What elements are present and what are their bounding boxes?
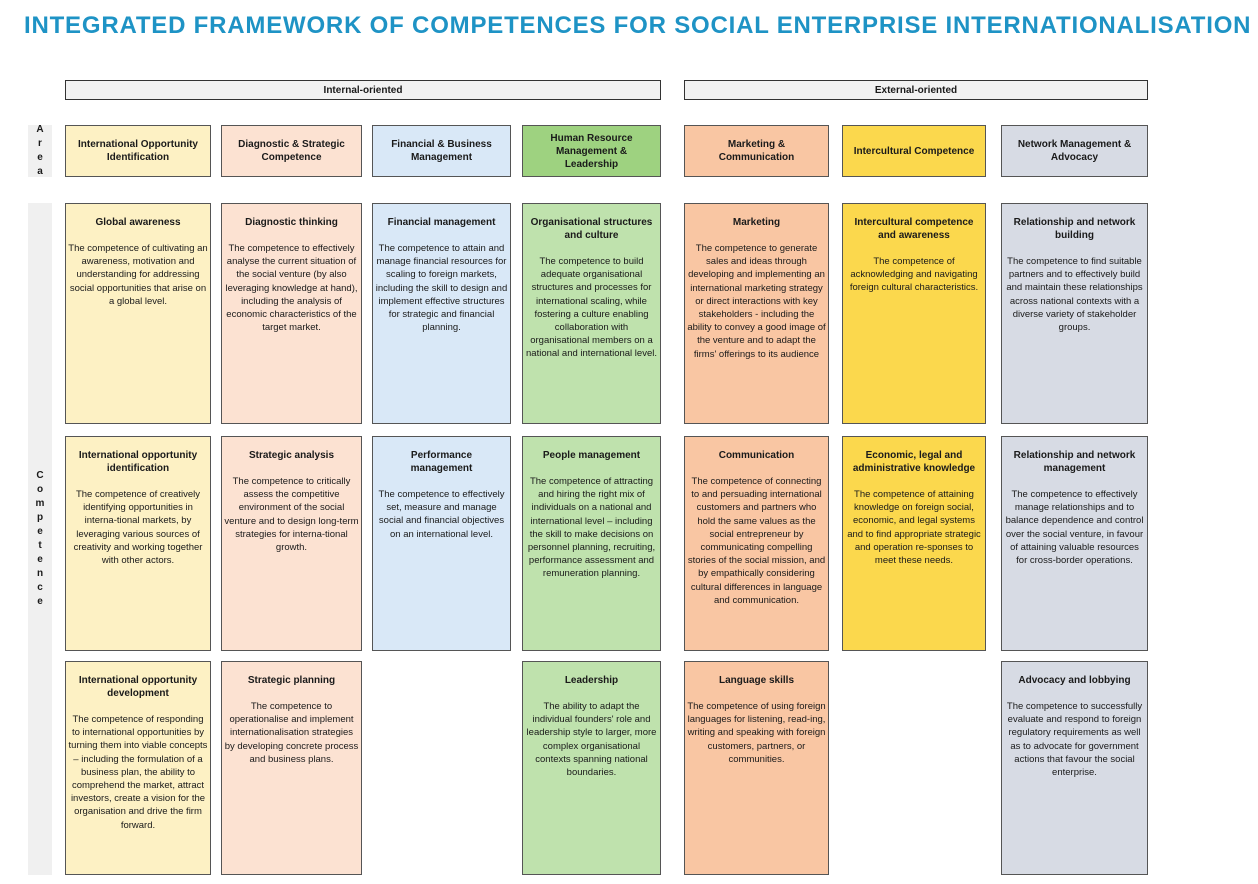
card-title: Strategic planning (247, 675, 336, 686)
competence-card (65, 203, 211, 424)
area-marketing-communication: Marketing & Communication (684, 125, 829, 177)
card-text: The competence to effectively set, measure and manage social and financial objectives on an international level. (378, 489, 505, 540)
card-text: The competence to operationalise and implement internationalisation strategies by developing concrete process and business plans. (224, 701, 359, 765)
side-letter: o (36, 484, 44, 495)
card-title: Relationship and network management (1013, 450, 1136, 474)
card-text: The competence of creatively identifying opportunities in interna-tional markets, by leveraging various sources of creativity and working together with other actors. (73, 489, 203, 567)
card-title: Advocacy and lobbying (1018, 675, 1131, 686)
competence-card (842, 436, 986, 651)
competence-card (522, 436, 661, 651)
card-text: The competence to find suitable partners and to effectively build and maintain these relationships across national contexts with a diverse variety of stakeholder groups. (1006, 256, 1143, 334)
side-letter: C (36, 470, 44, 481)
competence-card (522, 203, 661, 424)
competence-card (684, 661, 829, 875)
side-letter: e (37, 596, 43, 607)
area-human-resource-management-leadership: Human Resource Management & Leadership (522, 125, 661, 177)
side-letter: c (37, 582, 43, 593)
competence-card (522, 661, 661, 875)
card-title: Global awareness (95, 217, 181, 228)
card-title: Communication (718, 450, 795, 461)
competence-card (1001, 436, 1148, 651)
competence-card (65, 436, 211, 651)
competence-card (221, 661, 362, 875)
side-letter: m (35, 498, 45, 509)
competence-card (372, 436, 511, 651)
competence-card (372, 203, 511, 424)
area-side-label (28, 125, 52, 177)
card-title: Strategic analysis (248, 450, 335, 461)
card-title: Language skills (718, 675, 795, 686)
competence-card (1001, 661, 1148, 875)
internal-oriented-header: Internal-oriented (65, 80, 661, 100)
competence-card (221, 436, 362, 651)
card-title: Organisational structures and culture (530, 217, 653, 241)
card-text: The competence of responding to international opportunities by turning them into viable concepts – including the formulation of a business plan, the ability to comprehend the market, attract investors, create a vision for the organisation and drive the firm forward. (68, 714, 208, 831)
competence-card (842, 203, 986, 424)
card-title: International opportunity identification (78, 450, 198, 474)
external-oriented-header: External-oriented (684, 80, 1148, 100)
competence-card (684, 436, 829, 651)
area-intercultural-competence: Intercultural Competence (842, 125, 986, 177)
card-title: Performance management (410, 450, 473, 474)
competence-card (65, 661, 211, 875)
page-title: INTEGRATED FRAMEWORK OF COMPETENCES FOR SOCIAL ENTERPRISE INTERNATIONALISATION (24, 12, 1252, 39)
side-letter: r (38, 138, 42, 149)
card-text: The competence to build adequate organisational structures and processes for international scaling, while fostering a culture enabling collaboration with organisational members on a national and international level. (526, 256, 657, 360)
card-title: Economic, legal and administrative knowledge (852, 450, 976, 474)
side-letter: n (36, 568, 44, 579)
area-financial-business-management: Financial & Business Management (372, 125, 511, 177)
card-text: The competence to effectively manage relationships and to balance dependence and control over the social venture, in favour of attaining valuable resources for cross-border operations. (1005, 489, 1144, 567)
side-letter: e (37, 554, 43, 565)
card-title: Diagnostic thinking (245, 217, 338, 228)
card-text: The competence of attracting and hiring the right mix of individuals on a national and international level – including the skill to make decisions on personnel planning, recruiting, performance assessment and remuneration planning. (527, 476, 656, 580)
card-text: The competence of using foreign languages for listening, read-ing, writing and speaking with foreign customers, partners, or communities. (687, 701, 826, 765)
side-letter: t (38, 540, 42, 551)
card-title: Marketing (732, 217, 781, 228)
side-letter: A (36, 124, 44, 135)
area-international-opportunity-identification: International Opportunity Identification (65, 125, 211, 177)
card-title: Intercultural competence and awareness (854, 217, 974, 241)
card-text: The competence of acknowledging and navigating foreign cultural characteristics. (849, 256, 979, 294)
side-letter: e (37, 526, 43, 537)
competence-side-label (28, 203, 52, 875)
card-title: Leadership (564, 675, 619, 686)
card-text: The competence of attaining knowledge on foreign social, economic, and legal systems and to find appropriate strategic and operation re-sponses to meet these needs. (847, 489, 981, 567)
competence-card (684, 203, 829, 424)
card-text: The competence of connecting to and persuading international customers and partners who hold the same values as the social entrepreneur by communicating compelling stories of the social mission, and by empathically considering cultural differences in language and communication. (687, 476, 826, 606)
side-letter: e (37, 152, 43, 163)
card-text: The competence to attain and manage financial resources for scaling to foreign markets, including the skill to design and implement effective structures for strategic and financial planning. (375, 243, 508, 334)
competence-card (221, 203, 362, 424)
card-title: Financial management (387, 217, 496, 228)
area-network-management-advocacy: Network Management & Advocacy (1001, 125, 1148, 177)
card-title: Relationship and network building (1013, 217, 1136, 241)
card-text: The ability to adapt the individual founders' role and leadership style to larger, more complex organisational contexts spanning national boundaries. (526, 701, 657, 779)
card-title: International opportunity development (78, 675, 198, 699)
side-letter: a (37, 166, 43, 177)
card-text: The competence to generate sales and ideas through developing and implementing an international marketing strategy or direct interactions with key stakeholders - including the ability to convey a good image of the venture and to adapt the firms' offerings to its audience (687, 243, 826, 360)
card-text: The competence of cultivating an awareness, motivation and understanding for addressing social opportunities that arise on a global level. (68, 243, 208, 307)
card-text: The competence to effectively analyse the current situation of the social venture (by also leveraging knowledge at hand), including the analysis of economic characteristics of the target market. (225, 243, 358, 334)
card-text: The competence to critically assess the competitive environment of the social venture and to design long-term strategies for interna-tional growth. (224, 476, 359, 554)
competence-card (1001, 203, 1148, 424)
area-diagnostic-strategic-competence: Diagnostic & Strategic Competence (221, 125, 362, 177)
side-letter: p (36, 512, 44, 523)
card-title: People management (542, 450, 641, 461)
card-text: The competence to successfully evaluate and respond to foreign regulatory requirements as well as to advocate for government actions that favour the social enterprise. (1006, 701, 1143, 779)
